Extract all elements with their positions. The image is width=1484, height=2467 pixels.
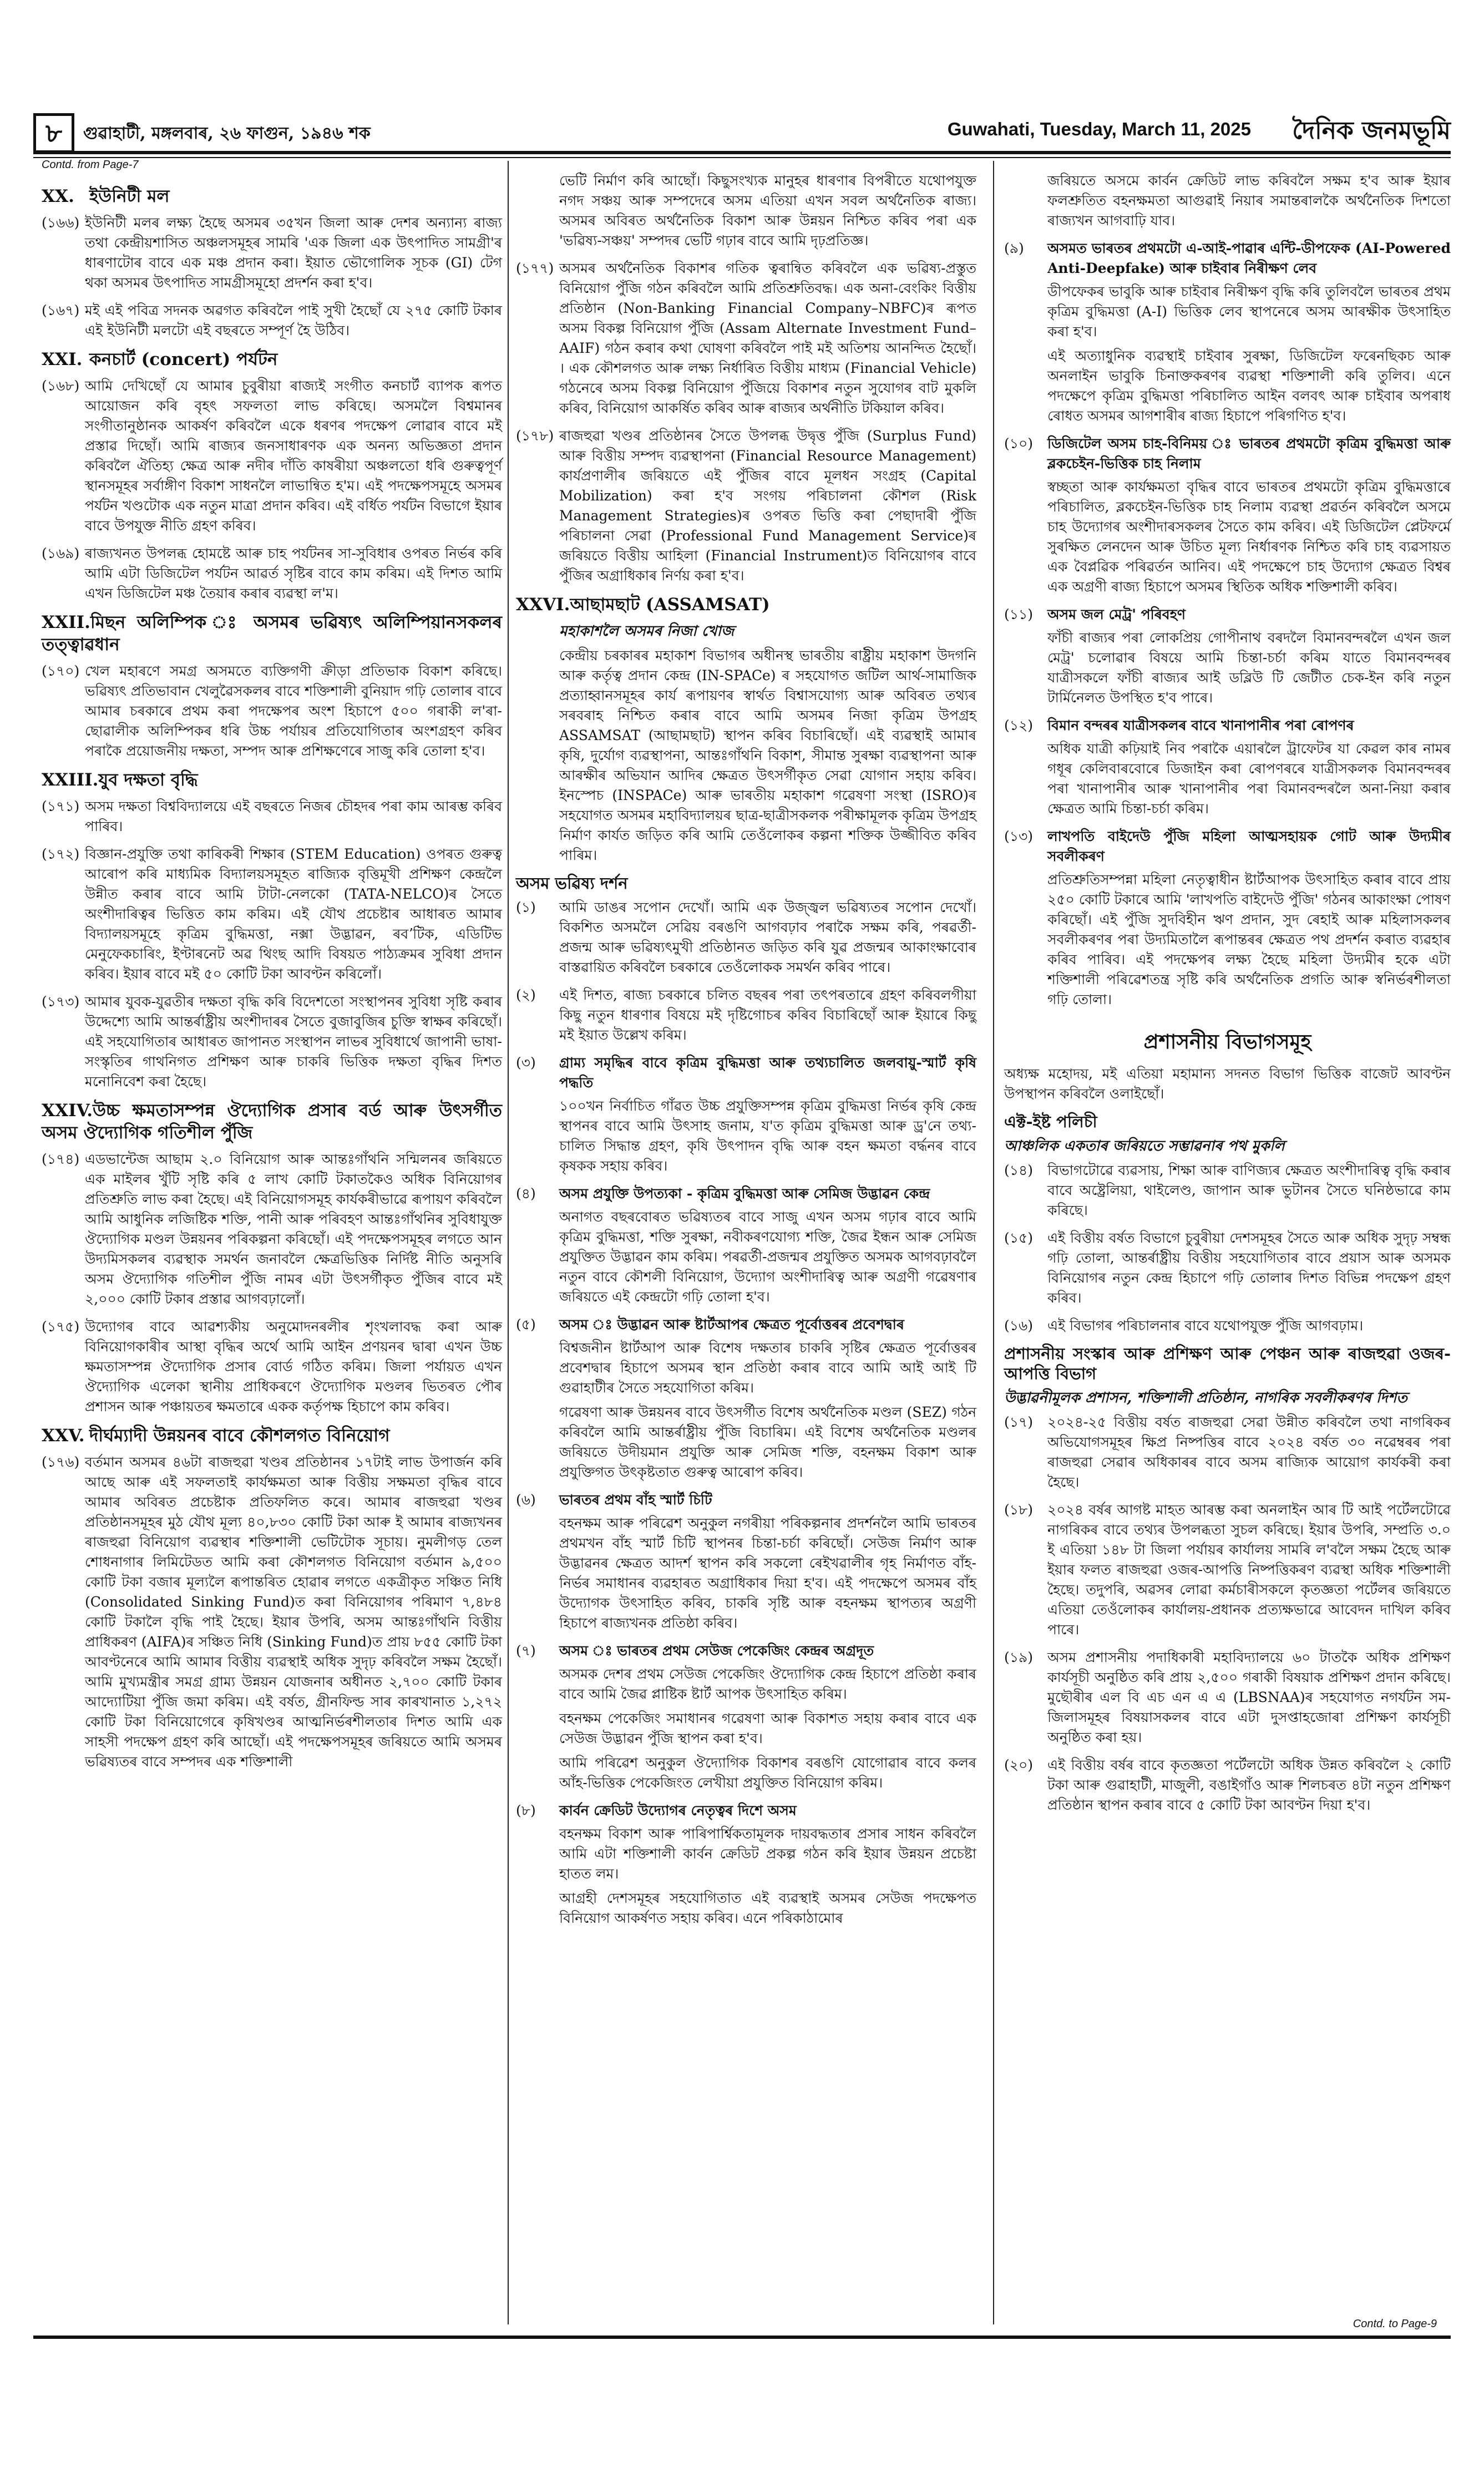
- section-title: এক্ট-ইষ্ট পলিচী: [1004, 1112, 1097, 1131]
- list-item: [516, 1641, 976, 1793]
- item-heading: ভাৰতৰ প্ৰথম বাঁহ স্মাৰ্ট চিটি: [559, 1492, 712, 1508]
- item-text: এই অত্যাধুনিক ব্যৱস্থাই চাইবাৰ সুৰক্ষা, ডিজিটেল ফৰেনছিকচ আৰু অনলাইন ভাবুকি চিনাক্তকৰণৰ ব্যৱস্থা শক্তিশালী কৰি তুলিব। এনে পদক্ষেপে কৃত্ৰিম বুদ্ধিমত্তা পৰিচালিত আইন বলবৎ আৰু চাইবাৰ অপৰাধ ৰোধত অসমৰ আগশাৰীৰ ৰাজ্য হিচাপে পৰিগণিত হ'ব।: [1047, 348, 1451, 424]
- section-heading: [42, 769, 502, 791]
- section-heading: [42, 1425, 502, 1447]
- item-number: (১৯): [1004, 1649, 1033, 1665]
- list-item: [1004, 239, 1451, 426]
- item-text: ২০২৪ বৰ্ষৰ আগষ্ট মাহত আৰম্ভ কৰা অনলাইন আৰ টি আই পৰ্টেলটোৱে নাগৰিকৰ বাবে তথ্যৰ উপলব্ধতা সুচল কৰিছে। ইয়াৰ উপৰি, সম্প্ৰতি ৩.০ ই এতিয়া ১৪৮ টা জিলা পৰ্যায়ৰ কাৰ্যালয় সামৰি ল'বলৈ সক্ষম হৈছে আৰু ইয়াৰ ফলত ৰাজহুৱা ওজৰ-আপত্তি নিষ্পত্তিকৰণ ব্যৱস্থা অধিক শক্তিশালী হৈছে। তদুপৰি, অৱসৰ লোৱা কৰ্মচাৰীসকলে কৃতজ্ঞতা পৰ্টেলৰ জৰিয়তে এতিয়া তেওঁলোকৰ কাৰ্যালয়-প্ৰধানক প্ৰত্যক্ষভাৱে আবেদন দাখিল কৰিব পাৰে।: [1047, 1502, 1451, 1638]
- list-item: [42, 844, 502, 984]
- section-number: XX.: [42, 186, 74, 206]
- item-number: (১৭৮): [516, 428, 554, 444]
- item-text: আমি দেখিছোঁ যে আমাৰ চুবুৰীয়া ৰাজ্যই সংগীত কনচাৰ্ট ব্যাপক ৰূপত আয়োজন কৰি বৃহৎ সফলতা লাভ কৰিছে। অসমলৈ বিশ্বমানৰ সংগীতানুষ্ঠানক আকৰ্ষণ কৰিবলৈ একে ধৰণৰ পদক্ষেপ লোৱাৰ বাবে মই প্ৰস্তাৱ দিছোঁ। আমি ৰাজ্যৰ জনসাধাৰণক এক অনন্য অভিজ্ঞতা প্ৰদান কৰিবলৈ ঐতিহ্য ক্ষেত্ৰ আৰু নদীৰ দাঁতি কাষৰীয়া অঞ্চলতো ধৰি গুৰুত্বপূৰ্ণ স্থানসমূহৰ সৰ্বাঙ্গীণ বিকাশ সাধনলৈ লাভান্বিত হ'ম। এই পদক্ষেপসমূহে অসমৰ পৰ্যটন খণ্ডটোক এক নতুন মাত্ৰা প্ৰদান কৰিব। এই বৰ্ধিত পৰ্যটন বিভাগে ইয়াৰ বাবে উপযুক্ত নীতি গ্ৰহণ কৰিব।: [85, 378, 502, 534]
- section-subtitle: মহাকাশলৈ অসমৰ নিজা খোজ: [559, 623, 735, 640]
- item-text: অসম প্ৰশাসনীয় পদাধিকাৰী মহাবিদ্যালয়ে ৬০ টাতকৈ অধিক প্ৰশিক্ষণ কাৰ্যসূচী অনুষ্ঠিত কৰি প্ৰায় ২,৫০০ গৰাকী বিষয়াক প্ৰশিক্ষণ প্ৰদান কৰিছে। মুছৌৰীৰ এল বি এচ এন এ এ (LBSNAA)ৰ সহযোগত নগৰ্যটন সম-জিলাসমূহৰ বিষয়াসকলৰ বাবে এটা দুসপ্তাহজোৰা প্ৰশিক্ষণ কাৰ্যসূচী অনুষ্ঠিত কৰা হয়।: [1047, 1649, 1451, 1745]
- item-text: খেল মহাৰণে সমগ্ৰ অসমতে ব্যক্তিগণী ক্ৰীড়া প্ৰতিভাক বিকাশ কৰিছে। ভৱিষ্যৎ প্ৰতিভাবান খেলুৱৈসকলৰ বাবে শক্তিশালী বুনিয়াদ গঢ়ি তোলাৰ বাবে আমাৰ চৰকাৰে প্ৰথম কৰা পদক্ষেপৰ অংশ হিচাপে ৫০০ গৰাকী ল'ৰা-ছোৱালীক অলিম্পিকৰ ধৰি উচ্চ পৰ্যায়ৰ প্ৰতিযোগিতাৰ অংশগ্ৰহণ কৰিব পৰাকৈ প্ৰয়োজনীয় দক্ষতা, সম্পদ আৰু প্ৰশিক্ষণেৰে সাজু কৰি তোলা হ'ব।: [85, 663, 502, 759]
- list-item: [42, 376, 502, 536]
- page-header: [33, 111, 1451, 154]
- list-item: [42, 213, 502, 293]
- section-title: ইউনিটী মল: [89, 186, 170, 206]
- list-item: [1004, 1316, 1451, 1336]
- section-heading: [516, 594, 976, 616]
- item-text: স্বচ্ছতা আৰু কাৰ্যক্ষমতা বৃদ্ধিৰ বাবে ভাৰতৰ প্ৰথমটো কৃত্ৰিম বুদ্ধিমত্তাৰে পৰিচালিত, ব্লকচেইন-ভিত্তিক চাহ নিলাম ব্যৱস্থা প্ৰৱৰ্তন কৰিবলৈ অসমে চাহ উদ্যোগৰ অংশীদাৰসকলৰ সৈতে কাম কৰিব। এই ডিজিটেল প্লেটফৰ্মে সুৰক্ষিত লেনদেন আৰু উচিত মূল্য নিৰ্ধাৰণক নিশ্চিত কৰি চাহ ব্যৱসায়ত এক বৈপ্লৱিক পৰিৱৰ্তন আনিব। এই পদক্ষেপে চাহ উদ্যোগ ক্ষেত্ৰত বিশ্বৰ এক অগ্ৰণী ৰাজ্য হিচাপে অসমৰ স্থিতিক অধিক শক্তিশালী কৰিব।: [1047, 479, 1451, 595]
- item-text: অসম দক্ষতা বিশ্ববিদ্যালয়ে এই বছৰতে নিজৰ চৌহদৰ পৰা কাম আৰম্ভ কৰিব পাৰিব।: [85, 798, 502, 834]
- item-number: (১৭৬): [42, 1454, 80, 1470]
- list-item: [42, 1452, 502, 1772]
- list-item: [1004, 1161, 1451, 1220]
- item-text: বৰ্তমান অসমৰ ৪৬টা ৰাজহুৱা খণ্ডৰ প্ৰতিষ্ঠানৰ ১৭টাই লাভ উপাৰ্জন কৰি আছে আৰু এই সফলতাই কাৰ্যক্ষমতা আৰু বিত্তীয় সক্ষমতা বৃদ্ধিৰ বাবে আমাৰ অবিৰত প্ৰচেষ্টাক প্ৰতিফলিত কৰে। আমাৰ ৰাজহুৱা খণ্ডৰ প্ৰতিষ্ঠানসমূহৰ মুঠ যৌথ মূল্য ৪০,৮৩০ কোটি টকা আৰু ই আমাৰ ৰাজ্যখনৰ ৰাজহুৱা বিনিয়োগ ব্যৱস্থাৰ শক্তিশালী ভেটিটোক সূচায়। নুমলীগড় তেল শোধনাগাৰ লিমিটেডত আমি কৰা কৌশলগত বিনিয়োগ বৰ্তমান ৯,৫০০ কোটি টকা বজাৰ মূল্যলৈ ৰূপান্তৰিত হোৱাৰ লগতে একত্ৰীকৃত সঞ্চিত নিধি (Consolidated Sinking Fund)ত কৰা বিনিয়োগৰ পৰিমাণ ৭,৪৮৪ কোটি টকালৈ বৃদ্ধি পাই হৈছে। ইয়াৰ উপৰি, অসম আন্তঃগাঁথনি বিত্তীয় প্ৰাধিকৰণ (AIFA)ৰ সঞ্চিত নিধি (Sinking Fund)ত প্ৰায় ৮৫৫ কোটি টকা আবণ্টনেৰে আমি আমাৰ বিত্তীয় ব্যৱস্থাই অধিক সুদৃঢ় কৰিবলৈ সক্ষম হৈছোঁ। আমি মুখ্যমন্ত্ৰীৰ সমগ্ৰ গ্ৰাম্য উন্নয়ন যোজনাৰ অধীনত ২,৭০০ কোটি টকাৰ আদ্যোটিয়া পুঁজি জমা কৰিম। এই বৰ্ষত, গ্ৰীনফিল্ড সাৰ কাৰখানাত ১,২৭২ কোটি টকা বিনিয়োগেৰে কৃষিখণ্ডৰ আত্মনিৰ্ভৰশীলতাৰ দিশত আমি এক সাহসী পদক্ষেপ গ্ৰহণ কৰি আছোঁ। এই পদক্ষেপসমূহৰ জৰিয়তে আমি অসমৰ ভৱিষ্যতৰ বাবে সম্পদৰ এক শক্তিশালী: [85, 1454, 502, 1770]
- header-rule: [33, 157, 1451, 158]
- item-text: এই বিত্তীয় বৰ্ষত বিভাগে চুবুৰীয়া দেশসমূহৰ সৈতে আৰু অধিক সুদৃঢ় সম্বন্ধ গঢ়ি তোলা, আন্তৰ্ৰাষ্ট্ৰীয় বিত্তীয় সহযোগিতাৰ বাবে প্ৰয়াস আৰু অসমক বিনিয়োগৰ নতুন কেন্দ্ৰ হিচাপে গঢ়ি তোলাৰ দিশত বিভিন্ন পদক্ষেপ গ্ৰহণ কৰিব।: [1047, 1230, 1451, 1306]
- list-item: [516, 1184, 976, 1307]
- page-number: ৮: [33, 113, 74, 153]
- item-number: (১৬): [1004, 1318, 1033, 1334]
- item-text: আমাৰ যুবক-যুৱতীৰ দক্ষতা বৃদ্ধি কৰি বিদেশতো সংস্থাপনৰ সুবিধা সৃষ্টি কৰাৰ উদ্দেশ্যে আমি আন্তৰ্ৰাষ্ট্ৰীয় অংশীদাৰৰ সৈতে বুজাবুজিৰ চুক্তি স্বাক্ষৰ কৰিছোঁ। এই সহযোগিতাৰ আধাৰত জাপানত সংস্থাপন লাভৰ সুবিধাৰ্থে জাপানী ভাষা-সংস্কৃতিৰ গাথনিগত প্ৰশিক্ষণ আৰু চাকৰি ভিত্তিক দক্ষতা বৃদ্ধিৰ দিশত মনোনিবেশ কৰা হৈছে।: [85, 994, 502, 1090]
- list-item: [1004, 434, 1451, 597]
- item-text: গৱেষণা আৰু উন্নয়নৰ বাবে উৎসৰ্গীত বিশেষ অৰ্থনৈতিক মণ্ডল (SEZ) গঠন কৰিবলৈ আমি আন্তৰ্ৰাষ্ট্ৰীয় পুঁজি বিচাৰিম। এই বিশেষ অৰ্থনৈতিক মণ্ডলৰ জৰিয়তে উদীয়মান প্ৰযুক্তি আৰু সেমিজ শক্তি, বহনক্ষম বিকাশ আৰু প্ৰযুক্তিগত উৎকৃষ্টতাত গুৰুত্ব আৰোপ কৰিব।: [559, 1404, 976, 1480]
- item-number: (১৪): [1004, 1162, 1033, 1178]
- item-heading: অসম ঃ ভাৰতৰ প্ৰথম সেউজ পেকেজিং কেন্দ্ৰৰ অগ্ৰদূত: [559, 1643, 874, 1659]
- paragraph: জৰিয়তে অসমে কাৰ্বন ক্ৰেডিট লাভ কৰিবলৈ সক্ষম হ'ব আৰু ইয়াৰ ফলশ্ৰুতিত বহনক্ষমতা আগুৱাই নিয়াৰ সমান্তৰালকৈ অৰ্থনৈতিক দিশতো ৰাজ্যখন আগবাঢ়ি যাব।: [1047, 173, 1451, 229]
- item-number: (২০): [1004, 1757, 1034, 1773]
- section-number: XXI.: [42, 349, 83, 369]
- item-heading: লাখপতি বাইদেউ পুঁজি মহিলা আত্মসহায়ক গোট আৰু উদ্যমীৰ সবলীকৰণ: [1047, 828, 1451, 864]
- item-text: আগ্ৰহী দেশসমূহৰ সহযোগিতাত এই ব্যৱস্থাই অসমৰ সেউজ পদক্ষেপত বিনিয়োগ আকৰ্ষণত সহায় কৰিব। এনে পৰিকাঠামোৰ: [559, 1890, 976, 1926]
- item-heading: অসম জল মেট্ৰ' পৰিবহণ: [1047, 606, 1186, 622]
- section-number: XXV.: [42, 1426, 85, 1446]
- section-title: আছামছাট (ASSAMSAT): [570, 595, 770, 615]
- item-heading: কাৰ্বন ক্ৰেডিট উদ্যোগৰ নেতৃত্বৰ দিশে অসম: [559, 1802, 797, 1818]
- paragraph: ভেটি নিৰ্মাণ কৰি আছোঁ। কিছুসংখ্যক মানুহৰ ধাৰণাৰ বিপৰীতে যথোপযুক্ত নগদ সঞ্চয় আৰু সম্পদেৰে অসম এতিয়া এখন সবল অৰ্থনৈতিক ৰাজ্য। অসমৰ অবিৰত অৰ্থনৈতিক বিকাশ আৰু উন্নয়ন নিশ্চিত কৰিব পৰা এক 'ভৱিষ্য-সঞ্চয়' সম্পদৰ ভেটি গঢ়াৰ বাবে আমি দৃঢ়প্ৰতিজ্ঞ।: [559, 173, 976, 249]
- list-item: [1004, 1228, 1451, 1308]
- section-title: যুব দক্ষতা বৃদ্ধি: [98, 770, 198, 790]
- list-item: [516, 1490, 976, 1633]
- column-3: [1004, 166, 1451, 1823]
- item-heading: অসম ঃ উদ্ভাৱন আৰু ষ্টাৰ্টআপৰ ক্ষেত্ৰত পূৰ্বোত্তৰৰ প্ৰবেশদ্বাৰ: [559, 1316, 904, 1333]
- list-item: [1004, 716, 1451, 819]
- list-item: [516, 259, 976, 418]
- item-number: (৯): [1004, 240, 1024, 256]
- list-item: [42, 661, 502, 761]
- item-text: ডীপফেকৰ ভাবুকি আৰু চাইবাৰ নিৰীক্ষণ বৃদ্ধি কৰি তুলিবলৈ ভাৰতৰ প্ৰথম কৃত্ৰিম বুদ্ধিমত্তা (A-I) ভিত্তিক লেব স্থাপনেৰে অসম আৰক্ষীক উৎসাহিত কৰা হ'ব।: [1047, 283, 1451, 340]
- section-number: XXIV.: [42, 1101, 93, 1121]
- item-number: (১৭৪): [42, 1151, 80, 1167]
- date-assamese: গুৱাহাটী, মঙ্গলবাৰ, ২৬ ফাগুন, ১৯৪৬ শক: [83, 124, 371, 143]
- item-heading: গ্ৰাম্য সমৃদ্ধিৰ বাবে কৃত্ৰিম বুদ্ধিমত্তা আৰু তথ্যচালিত জলবায়ু-স্মাৰ্ট কৃষি পদ্ধতি: [559, 1055, 976, 1091]
- footer-rule: [33, 2336, 1451, 2339]
- section-heading: [42, 348, 502, 371]
- item-number: (১): [516, 899, 536, 915]
- section-title: উচ্চ ক্ষমতাসম্পন্ন ঔদ্যোগিক প্ৰসাৰ বৰ্ড আৰু উৎসৰ্গীত অসম ঔদ্যোগিক গতিশীল পুঁজি: [42, 1101, 502, 1143]
- section-title: প্ৰশাসনীয় বিভাগসমূহ: [1143, 1030, 1311, 1053]
- section-number: XXVI.: [516, 595, 570, 615]
- item-heading: বিমান বন্দৰৰ যাত্ৰীসকলৰ বাবে খানাপানীৰ পৰা ৰোপণৰ: [1047, 717, 1354, 733]
- item-text: অধিক যাত্ৰী কঢ়িয়াই নিব পৰাকৈ এয়াৰলৈ ট্ৰাফেটৰ যা কেৱল কাৰ নামৰ গধূৰ কেলিবাৰবোৰে ডিজাইন কৰা ৰোপণৰৰে যাত্ৰীসকলক বিমানবন্দৰৰ পৰা খানাপানীৰ আৰু খানাপানীৰ পৰা বিমানবন্দৰলৈ অনা-নিয়া কৰাৰ ক্ষেত্ৰত আমি চিন্তা-চৰ্চা কৰিম।: [1047, 741, 1451, 817]
- item-number: (১৭৭): [516, 260, 554, 276]
- item-text: বিভাগটোৱে ব্যৱসায়, শিক্ষা আৰু বাণিজ্যৰ ক্ষেত্ৰত অংশীদাৰিত্ব বৃদ্ধি কৰাৰ বাবে অষ্ট্ৰেলিয়া, থাইলেণ্ড, জাপান আৰু ভুটানৰ সৈতে ঘনিষ্ঠভাৱে কাম কৰিছে।: [1047, 1162, 1451, 1218]
- list-item: [1004, 827, 1451, 1010]
- item-text: অসমক দেশৰ প্ৰথম সেউজ পেকেজিং ঔদ্যোগিক কেন্দ্ৰ হিচাপে প্ৰতিষ্ঠা কৰাৰ বাবে আমি জৈৱ প্লাষ্টিক ষ্টাৰ্ট আপক উৎসাহিত কৰিম।: [559, 1666, 976, 1702]
- section-heading: [42, 1100, 502, 1144]
- item-number: (১০): [1004, 435, 1033, 452]
- item-text: উদ্যোগৰ বাবে আৱশ্যকীয় অনুমোদনৰলীৰ শৃংখলাবদ্ধ কৰা আৰু বিনিয়োগকাৰীৰ আস্থা বৃদ্ধিৰ অৰ্থে আমি আইন প্ৰণয়নৰ দ্বাৰা এখন উচ্চ ক্ষমতাসম্পন্ন ঔদ্যোগিক প্ৰসাৰ বোৰ্ড গঠিত কৰিম। জিলা পৰ্যায়ত এখন ঔদ্যোগিক এলেকা স্থানীয় প্ৰাধিকৰণে ঔদ্যোগিক মণ্ডলৰ ভিতৰত পৌৰ প্ৰশাসন আৰু পঞ্চায়তৰ ক্ষমতাৰে একক কৰ্তৃপক্ষ হিচাপে কাম কৰিব।: [85, 1319, 502, 1415]
- item-number: (১৫): [1004, 1230, 1033, 1246]
- item-number: (১৮): [1004, 1502, 1033, 1518]
- item-heading: অসম প্ৰযুক্তি উপত্যকা - কৃত্ৰিম বুদ্ধিমত্তা আৰু সেমিজ উদ্ভাৱন কেন্দ্ৰ: [559, 1186, 930, 1202]
- list-item: [1004, 1500, 1451, 1640]
- item-text: এই দিশত, ৰাজ্য চৰকাৰে চলিত বছৰৰ পৰা তৎপৰতাৰে গ্ৰহণ কৰিবলগীয়া কিছু নতুন ধাৰণাৰ বিষয়ে মই দৃষ্টিগোচৰ কৰিব বিচাৰিছোঁ আৰু ইয়াৰে কিছু মই ইয়াত উল্লেখ কৰিম।: [559, 987, 976, 1043]
- list-item: [42, 1149, 502, 1309]
- item-number: (১১): [1004, 606, 1033, 622]
- column-divider: [993, 161, 994, 2324]
- item-number: (১৭১): [42, 798, 80, 814]
- contd-from: Contd. from Page-7: [42, 159, 139, 171]
- section-heading: [42, 611, 502, 656]
- item-text: বিজ্ঞান-প্ৰযুক্তি তথা কাৰিকৰী শিক্ষাৰ (STEM Education) ওপৰত গুৰুত্ব আৰোপ কৰি মাধ্যমিক বিদ্যালয়সমূহত ৰাজ্যিক বৃত্তিমূখী প্ৰশিক্ষণ কেন্দ্ৰলৈ উন্নীত কৰাৰ বাবে আমি টাটা-নেলকো (TATA-NELCO)ৰ সৈতে অংশীদাৰিত্বৰ ভিত্তিত কাম কৰিম। এই যৌথ প্ৰচেষ্টাৰ আধাৰত আমাৰ বিদ্যালয়সমূহে কৃত্ৰিম বুদ্ধিমত্তা, নক্সা উদ্ভাৱন, ৰবʼটিক, এডিটিভ মেনুফেকচাৰিং, ইণ্টাৰনেট অৱ থিংছ আদি বিষয়ত পাঠ্যক্ৰমৰ সুবিধা প্ৰদান কৰিব। ইয়াৰ বাবে মই ৫০ কোটি টকা আবণ্টন কৰিলোঁ।: [85, 846, 502, 982]
- item-text: ৰাজহুৱা খণ্ডৰ প্ৰতিষ্ঠানৰ সৈতে উপলব্ধ উদ্বৃত্ত পুঁজি (Surplus Fund) আৰু বিত্তীয় সম্পদ ব্যৱস্থাপনা (Financial Resource Management) কাৰ্যপ্ৰণালীৰ জৰিয়তে এই পুঁজিৰ বাবে মূলধন সংগ্ৰহ (Capital Mobilization) কৰা হ'ব সংগয় পৰিচালনা কৌশল (Risk Management Strategies)ৰ ওপৰত ভিত্তি কৰা পেছাদাৰী পুঁজি পৰিচালনা সেৱা (Professional Fund Management Service)ৰ জৰিয়তে বিত্তীয় আহিলা (Financial Instrument)ত বিনিয়োগৰ বাবে পুঁজিৰ অগ্ৰাধিকাৰ নিৰ্ণয় কৰা হ'ব।: [559, 428, 976, 584]
- item-number: (৪): [516, 1186, 536, 1202]
- list-item: [1004, 1648, 1451, 1747]
- item-heading: ডিজিটেল অসম চাহ-বিনিময় ঃ ভাৰতৰ প্ৰথমটো কৃত্ৰিম বুদ্ধিমত্তা আৰু ব্লকচেইন-ভিত্তিক চাহ নিলাম: [1047, 435, 1451, 472]
- paragraph: অধ্যক্ষ মহোদয়, মই এতিয়া মহামান্য সদনত বিভাগ ভিত্তিক বাজেট আবণ্টন উপস্থাপন কৰিবলৈ ওলাইছোঁ।: [1004, 1066, 1451, 1102]
- item-text: বহনক্ষম পেকেজিং সমাধানৰ গৱেষণা আৰু বিকাশত সহায় কৰাৰ বাবে এক সেউজ উদ্ভাৱন পুঁজি স্থাপন কৰা হ'ব।: [559, 1710, 976, 1746]
- list-item: [516, 1801, 976, 1928]
- contd-to: Contd. to Page-9: [1353, 2318, 1437, 2330]
- list-item: [1004, 605, 1451, 708]
- item-number: (৮): [516, 1802, 536, 1818]
- list-item: [516, 898, 976, 977]
- list-item: [516, 985, 976, 1045]
- list-item: [516, 1315, 976, 1482]
- item-text: অনাগত বছৰবোৰত ভৱিষ্যতৰ বাবে সাজু এখন অসম গঢ়াৰ বাবে আমি কৃত্ৰিম বুদ্ধিমত্তা, শক্তি সুৰক্ষা, নবীকৰণযোগ্য শক্তি, জৈৱ ইন্ধন আৰু সেমিজ প্ৰযুক্তিত উদ্ভাৱন কাম কৰিম। পৰৱৰ্তী-প্ৰজন্মৰ প্ৰযুক্তিত অসমক আগবঢ়াবলৈ নতুন বাবে কৌশলী বিনিয়োগ, উদ্যোগ অংশীদাৰিত্ব আৰু অগ্ৰণী গৱেষণাৰ জৰিয়তে এই কেন্দ্ৰটো গঢ়ি তোলা হ'ব।: [559, 1209, 976, 1305]
- list-item: [42, 797, 502, 837]
- list-item: [42, 544, 502, 604]
- item-text: আমি ডাঙৰ সপোন দেখোঁ। আমি এক উজ্জ্বল ভৱিষ্যতৰ সপোন দেখোঁ। বিকশিত অসমলৈ সেৱিয় বৰঙণি আগবঢ়াব পৰাকৈ সক্ষম কৰি, পৰৱৰ্তী-প্ৰজন্ম আৰু ভৱিষ্যৎমুখী প্ৰতিষ্ঠানত জড়িত কৰি যুৱ প্ৰজন্মৰ আকাংক্ষাবোৰ বাস্তৱায়িত কৰিবলৈ চৰকাৰে তেওঁলোকক সমৰ্থন কৰিব পাৰে।: [559, 899, 976, 975]
- section-subtitle: উদ্ভাৱনীমূলক প্ৰশাসন, শক্তিশালী প্ৰতিষ্ঠান, নাগৰিক সবলীকৰণৰ দিশত: [1004, 1390, 1407, 1406]
- column-2: [516, 166, 976, 1936]
- item-text: এই বিত্তীয় বৰ্ষৰ বাবে কৃতজ্ঞতা পৰ্টেলটো অধিক উন্নত কৰিবলৈ ২ কোটি টকা আৰু গুৱাহাটী, মাজুলী, বঙাইগাঁও আৰু শিলচৰত ৪টা নতুন প্ৰশিক্ষণ প্ৰতিষ্ঠান স্থাপন কৰাৰ বাবে ৫ কোটি টকা আবণ্টন দিয়া হ'ব।: [1047, 1757, 1451, 1813]
- item-number: (১২): [1004, 717, 1033, 733]
- section-number: XXIII.: [42, 770, 99, 790]
- item-text: বহনক্ষম আৰু পৰিৱেশ অনুকুল নগৰীয়া পৰিকল্পনাৰ প্ৰদৰ্শনলৈ আমি ভাৰতৰ প্ৰথমখন বাঁহ স্মাৰ্ট চিটি স্থাপনৰ চিন্তা-চৰ্চা কৰিছোঁ। সেউজ নিৰ্মাণ আৰু উদ্ভাৱনৰ ক্ষেত্ৰত আদৰ্শ স্থাপন কৰি সকলো ৰেইখৱালীৰ গৃহ নিৰ্মাণত বাঁহ-নিৰ্ভৰ সমাধানৰ ব্যৱহাৰত অগ্ৰাধিকাৰ দিয়া হ'ব। এই পদক্ষেপে অসমৰ বাঁহ উদ্যোগক উৎসাহিত কৰিব, চাকৰি সৃষ্টি আৰু বহনক্ষম স্থাপত্যৰ অগ্ৰণী হিচাপে ৰাজ্যখনক প্ৰতিষ্ঠা কৰিব।: [559, 1515, 976, 1631]
- item-text: ৰাজ্যখনত উপলব্ধ হোমষ্টে আৰু চাহ পৰ্যটনৰ সা-সুবিধাৰ ওপৰত নিৰ্ভৰ কৰি আমি এটা ডিজিটেল পৰ্যটন আৱৰ্ত সৃষ্টিৰ বাবে কাম কৰিম। এই দিশত আমি এখন ডিজিটেল মঞ্চ তৈয়াৰ কৰাৰ ব্যৱস্থা ল'ম।: [85, 545, 502, 601]
- item-text: প্ৰতিশ্ৰুতিসম্পন্না মহিলা নেতৃত্বাধীন ষ্টাৰ্টআপক উৎসাহিত কৰাৰ বাবে প্ৰায় ২৫০ কোটি টকাৰে আমি 'লাখপতি বাইদেউ পুঁজি' গঠনৰ আকাংক্ষা পোষণ কৰিছোঁ। এই পুঁজি সুদবিহীন ঋণ প্ৰদান, সুদ ৰেহাই আৰু মহিলাসকলৰ সবলীকৰণৰ পৰা উদ্যমিতালৈ ৰূপান্তৰৰ ক্ষেত্ৰত পথ প্ৰদৰ্শন কৰাত ব্যৱহাৰ কৰিব পাৰিব। এই পদক্ষেপৰ লক্ষ্য হৈছে মহিলা উদ্যমীৰ হকে এটা শক্তিশালী পৰিৱেশতন্ত্ৰ সৃষ্টি কৰি অৰ্থনৈতিক প্ৰগতি আৰু স্বনিৰ্ভৰশীলতা গঢ়ি তোলা।: [1047, 872, 1451, 1007]
- item-number: (১৭৫): [42, 1319, 80, 1335]
- section-title: প্ৰশাসনীয় সংস্কাৰ আৰু প্ৰশিক্ষণ আৰু পেঞ্চন আৰু ৰাজহুৱা ওজৰ-আপত্তি বিভাগ: [1004, 1344, 1451, 1383]
- item-number: (১৩): [1004, 828, 1033, 844]
- list-item: [516, 1053, 976, 1176]
- column-1: [42, 178, 502, 1780]
- item-text: ২০২৪-২৫ বিত্তীয় বৰ্ষত ৰাজহুৱা সেৱা উন্নীত কৰিবলৈ তথা নাগৰিকৰ অভিযোগসমূহৰ ক্ষিপ্ৰ নিষ্পত্তিৰ বাবে ২০২৪ বৰ্ষত ৩০ নৱেম্বৰৰ পৰা ৰাজহুৱা সেৱাৰ অধিকাৰৰ বাবে অসম ৰাজ্যিক আয়োগ কাৰ্যকৰী কৰা হৈছে।: [1047, 1414, 1451, 1490]
- list-item: [42, 992, 502, 1092]
- section-title: কনচাৰ্ট (concert) পৰ্যটন: [89, 349, 278, 369]
- item-number: (২): [516, 987, 536, 1003]
- item-text: মই এই পবিত্ৰ সদনক অৱগত কৰিবলৈ পাই সুখী হৈছোঁ যে ২৭৫ কোটি টকাৰ এই ইউনিটী মলটো এই বছৰতে সম্পূৰ্ণ হৈ উঠিব।: [85, 302, 502, 338]
- item-text: এডভান্টেজ আছাম ২.০ বিনিয়োগ আৰু আন্তঃগাঁথনি সন্মিলনৰ জৰিয়তে এক মাইলৰ খুঁটি সৃষ্টি কৰি ৫ লাখ কোটি টকাতকৈও অধিক বিনিয়োগৰ প্ৰতিশ্ৰুতি লাভ কৰা হৈছে। এই বিনিয়োগসমূহ কাৰ্যকৰীভাৱে ৰূপায়ণ কৰিবলৈ আমি আধুনিক লজিষ্টিক শক্তি, পানী আৰু পৰিবহণ আন্তঃগাঁথনিৰ সুবিধাযুক্ত ঔদ্যোগিক মণ্ডল উন্নয়নৰ পৰিকল্পনা কৰিছোঁ। এই পদক্ষেপসমূহৰ লগতে আন উদ্যমিসকলৰ ব্যৱস্থাক সমৰ্থন জনাবলৈ ক্ষেত্ৰভিত্তিক নিৰ্দিষ্ট নীতি অনুসৰি অসম ঔদ্যোগিক গতিশীল পুঁজি নামৰ এটা উৎসৰ্গীকৃত পুঁজিৰ বাবে মই ২,০০০ কোটি টকাৰ প্ৰস্তাৱ আগবঢ়ালোঁ।: [85, 1151, 502, 1307]
- list-item: [516, 426, 976, 586]
- item-text: ইউনিটী মলৰ লক্ষ্য হৈছে অসমৰ ৩৫খন জিলা আৰু দেশৰ অন্যান্য ৰাজ্য তথা কেন্দ্ৰীয়শাসিত অঞ্চলসমূহৰ সামৰি 'এক জিলা এক উৎপাদিত সামগ্ৰী'ৰ ধাৰণাটোৰ বাবে এক মঞ্চ প্ৰদান কৰা। ইয়াত ভৌগোলিক সূচক (GI) টেগ থকা অসমৰ উৎপাদিত সামগ্ৰীসমূহো প্ৰদৰ্শন কৰা হ'ব।: [85, 215, 502, 291]
- paragraph: কেন্দ্ৰীয় চৰকাৰৰ মহাকাশ বিভাগৰ অধীনস্থ ভাৰতীয় ৰাষ্ট্ৰীয় মহাকাশ উদগনি আৰু কৰ্তৃত্ব প্ৰদান কেন্দ্ৰ (IN-SPACe) ৰ সহযোগত জটিল আৰ্থ-সামাজিক প্ৰত্যাহ্বানসমূহৰ কাৰ্য ৰূপায়ণৰ স্বাৰ্থত বিশ্বাসযোগ্য আৰু অবিৰত তথ্যৰ সৰবৰাহ নিশ্চিত কৰাৰ বাবে আমি অসমৰ নিজা কৃত্ৰিম উপগ্ৰহ ASSAMSAT (আছামছাট) স্থাপন কৰিব বিচাৰিছোঁ। এই ব্যৱস্থাই আমাৰ কৃষি, দুৰ্যোগ ব্যৱস্থাপনা, আন্তঃগাঁথনি বিকাশ, সীমান্ত সুৰক্ষা ব্যৱস্থাপনা আৰু আৰক্ষীৰ অভিযান আদিৰ ক্ষেত্ৰত উৎসৰ্গীকৃত সেৱা যোগান সহায় কৰিব। ইনস্পেচ (INSPACe) আৰু ভাৰতীয় মহাকাশ গৱেষণা সংস্থা (ISRO)ৰ সহযোগত অসমৰ মহাবিদ্যালয়ৰ ছাত্ৰ-ছাত্ৰীসকলক পৰীক্ষামূলক কৃত্ৰিম উপগ্ৰহ নিৰ্মাণ কাৰ্যত জড়িত কৰি আমি তেওঁলোকৰ কল্পনা শক্তিক উজ্জীবিত কৰিব পাৰিম।: [559, 647, 976, 863]
- list-item: [42, 1317, 502, 1417]
- item-text: অসমৰ অৰ্থনৈতিক বিকাশৰ গতিক ত্বৰান্বিত কৰিবলৈ এক ভৱিষ্য-প্ৰস্তুত বিনিয়োগ পুঁজি গঠন কৰিবলৈ আমি প্ৰতিশ্ৰুতিবদ্ধ। এক অনা-বেংকিং বিত্তীয় প্ৰতিষ্ঠান (Non-Banking Financial Company–NBFC)ৰ ৰূপত অসম বিকল্প বিনিয়োগ পুঁজি (Assam Alternate Investment Fund–AAIF) গঠন কৰাৰ কথা ঘোষণা কৰিবলৈ পাই মই অতিশয় আনন্দিত হৈছোঁ। । এক কৌশলগত আৰু লক্ষ্য নিৰ্ধাৰিত বিত্তীয় মাধ্যম (Financial Vehicle) গঠনেৰে অসম বিকল্প বিনিয়োগ পুঁজিয়ে বিকাশৰ নতুন সুযোগৰ বাট মুকলি কৰিব, বিনিয়োগ আকৰ্ষিত কৰিব আৰু ৰাজ্যৰ অৰ্থনীতি টকিয়াল কৰিব।: [559, 260, 976, 416]
- item-number: (১৬৬): [42, 215, 80, 231]
- item-heading: অসমত ভাৰতৰ প্ৰথমটো এ-আই-পাৱাৰ এন্টি-ডীপফেক (AI-Powered Anti-Deepfake) আৰু চাইবাৰ নিৰীক্ষণ লেব: [1047, 240, 1451, 276]
- item-number: (১৭০): [42, 663, 80, 679]
- item-text: বিশ্বজনীন ষ্টাৰ্টআপ আৰু বিশেষ দক্ষতাৰ চাকৰি সৃষ্টিৰ ক্ষেত্ৰত পূৰ্বোত্তৰৰ প্ৰবেশদ্বাৰ হিচাপে অসমৰ স্থান প্ৰতিষ্ঠা কৰাৰ বাবে আমি আই আই টি গুৱাহাটীৰ সৈতে সহযোগিতা কৰিম।: [559, 1340, 976, 1396]
- item-number: (৩): [516, 1055, 536, 1071]
- item-number: (১৭): [1004, 1414, 1033, 1430]
- section-heading: [42, 185, 502, 207]
- item-number: (১৬৭): [42, 302, 80, 318]
- item-text: আমি পৰিৱেশ অনুকুল ঔদ্যোগিক বিকাশৰ বৰঙণি যোগোৱাৰ বাবে কলৰ আঁহ-ভিত্তিক পেকেজিংত লেখীয়া প্ৰযুক্তিত বিনিয়োগ কৰিম।: [559, 1755, 976, 1791]
- list-item: [1004, 1412, 1451, 1492]
- section-title: অসম ভৱিষ্য দৰ্শন: [516, 874, 628, 893]
- column-divider: [508, 161, 509, 2324]
- item-number: (১৬৯): [42, 545, 80, 561]
- section-title: মিছন অলিম্পিক ঃ অসমৰ ভৱিষ্যৎ অলিম্পিয়ানসকলৰ তত্ত্বাৱধান: [42, 612, 502, 655]
- list-item: [42, 301, 502, 341]
- section-subtitle: আঞ্চলিক একতাৰ জৰিয়তে সম্ভাৱনাৰ পথ মুকলি: [1004, 1138, 1285, 1154]
- item-number: (৫): [516, 1316, 536, 1333]
- item-text: বহনক্ষম বিকাশ আৰু পাৰিপাৰ্শ্বিকতামূলক দায়বদ্ধতাৰ প্ৰসাৰ সাধন কৰিবলৈ আমি এটা শক্তিশালী কাৰ্বন ক্ৰেডিট প্ৰকল্প গঠন কৰি ইয়াৰ উন্নয়ন প্ৰচেষ্টা হাতত লম।: [559, 1826, 976, 1882]
- section-number: XXII.: [42, 612, 90, 632]
- item-number: (৭): [516, 1643, 536, 1659]
- list-item: [1004, 1755, 1451, 1815]
- item-number: (৬): [516, 1492, 536, 1508]
- item-text: এই বিভাগৰ পৰিচালনাৰ বাবে যথোপযুক্ত পুঁজি আগবঢ়াম।: [1047, 1318, 1364, 1334]
- date-english: Guwahati, Tuesday, March 11, 2025: [947, 119, 1251, 139]
- item-number: (১৭২): [42, 846, 80, 862]
- item-text: ১০০খন নিৰ্বাচিত গাঁৱত উচ্চ প্ৰযুক্তিসম্পন্ন কৃত্ৰিম বুদ্ধিমত্তা নিৰ্ভৰ কৃষি কেন্দ্ৰ স্থাপনৰ বাবে আমি উৎসাহ জনাম, য'ত কৃত্ৰিম বুদ্ধিমত্তা আৰু ড্ৰ'নে তথ্য-চালিত সিদ্ধান্ত গ্ৰহণ, কৃষি উৎপাদন বৃদ্ধি আৰু বহন ক্ষমতা বৰ্দ্ধনৰ বাবে কৃষকক সহায় কৰিব।: [559, 1098, 976, 1174]
- item-number: (১৬৮): [42, 378, 80, 394]
- section-title: দীৰ্ঘম্যাদী উন্নয়নৰ বাবে কৌশলগত বিনিয়োগ: [89, 1426, 390, 1446]
- newspaper-name: দৈনিক জনমভূমি: [1292, 116, 1451, 145]
- item-number: (১৭৩): [42, 994, 80, 1010]
- item-text: ফাঁচী ৰাজ্যৰ পৰা লোকপ্ৰিয় গোপীনাথ বৰদলৈ বিমানবন্দৰলৈ এখন জল মেট্ৰ' চলোৱাৰ বিষয়ে আমি চিন্তা-চৰ্চা কৰিম যাতে বিমানবন্দৰৰ যাত্ৰীসকলে ফাঁচী ৰাজ্যৰ আই ডব্লিউ টি জেটীত চেক-ইন কৰি নতুন টাৰ্মিনেলত উপস্থিত হ'ব পাৰে।: [1047, 630, 1451, 706]
